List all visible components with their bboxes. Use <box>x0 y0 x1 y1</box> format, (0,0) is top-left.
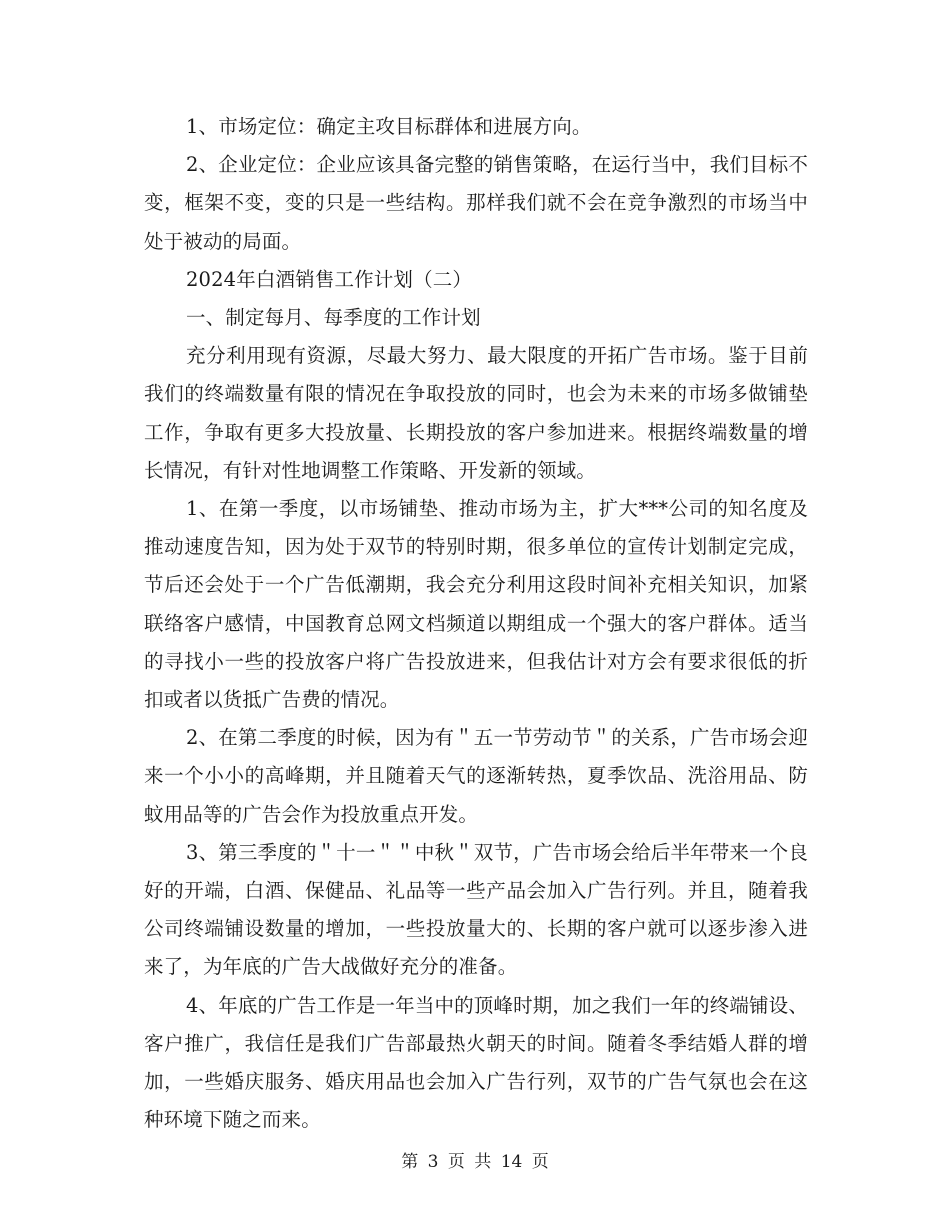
paragraph-intro: 充分利用现有资源，尽最大努力、最大限度的开拓广告市场。鉴于目前我们的终端数量有限的情况在争取投放的同时，也会为未来的市场多做铺垫工作，争取有更多大投放量、长期投放的客户参加进来。根据终端数量的增长情况，有针对性地调整工作策略、开发新的领域。 <box>144 344 808 482</box>
footer-label-page-unit: 页 <box>447 1152 465 1172</box>
paragraph-q1: 1、在第一季度，以市场铺垫、推动市场为主，扩大***公司的知名度及推动速度告知，因为处于双节的特别时期，很多单位的宣传计划制定完成，节后还会处于一个广告低潮期，我会充分利用这段时间补充相关知识，加紧联络客户感情，中国教育总网文档频道以期组成一个强大的客户群体。适当的寻找小一些的投放客户将广告投放进来，但我估计对方会有要求很低的折扣或者以货抵广告费的情况。 <box>144 497 808 712</box>
paragraph-q2: 2、在第二季度的时候，因为有＂五一节劳动节＂的关系，广告市场会迎来一个小小的高峰期，并且随着天气的逐渐转热，夏季饮品、洗浴用品、防蚊用品等的广告会作为投放重点开发。 <box>144 726 808 826</box>
paragraph-q3: 3、第三季度的＂十一＂＂中秋＂双节，广告市场会给后半年带来一个良好的开端，白酒、保健品、礼品等一些产品会加入广告行列。并且，随着我公司终端铺设数量的增加，一些投放量大的、长期的客户就可以逐步渗入进来了，为年底的广告大战做好充分的准备。 <box>144 840 808 979</box>
footer-total-pages: 14 <box>500 1152 523 1172</box>
section-heading: 一、制定每月、每季度的工作计划 <box>186 306 481 330</box>
paragraph-market-positioning: 1、市场定位：确定主攻目标群体和进展方向。 <box>186 115 592 138</box>
paragraph-q4: 4、年底的广告工作是一年当中的顶峰时期，加之我们一年的终端铺设、客户推广，我信任是我们广告部最热火朝天的时间。随着冬季结婚人群的增加，一些婚庆服务、婚庆用品也会加入广告行列，双节的广告气氛也会在这种环境下随之而来。 <box>144 993 808 1132</box>
footer-current-page: 3 <box>427 1152 439 1172</box>
paragraph-enterprise-positioning: 2、企业定位：企业应该具备完整的销售策略，在运行当中，我们目标不变，框架不变，变的只是一些结构。那样我们就不会在竞争激烈的市场当中处于被动的局面。 <box>144 153 808 253</box>
footer-label-total: 共 <box>474 1152 492 1172</box>
footer-label-total-unit: 页 <box>531 1152 549 1172</box>
page-footer <box>0 1150 950 1174</box>
section-title: 2024年白酒销售工作计划（二） <box>186 267 473 291</box>
document-body <box>144 108 808 1139</box>
footer-label-page: 第 <box>401 1152 419 1172</box>
